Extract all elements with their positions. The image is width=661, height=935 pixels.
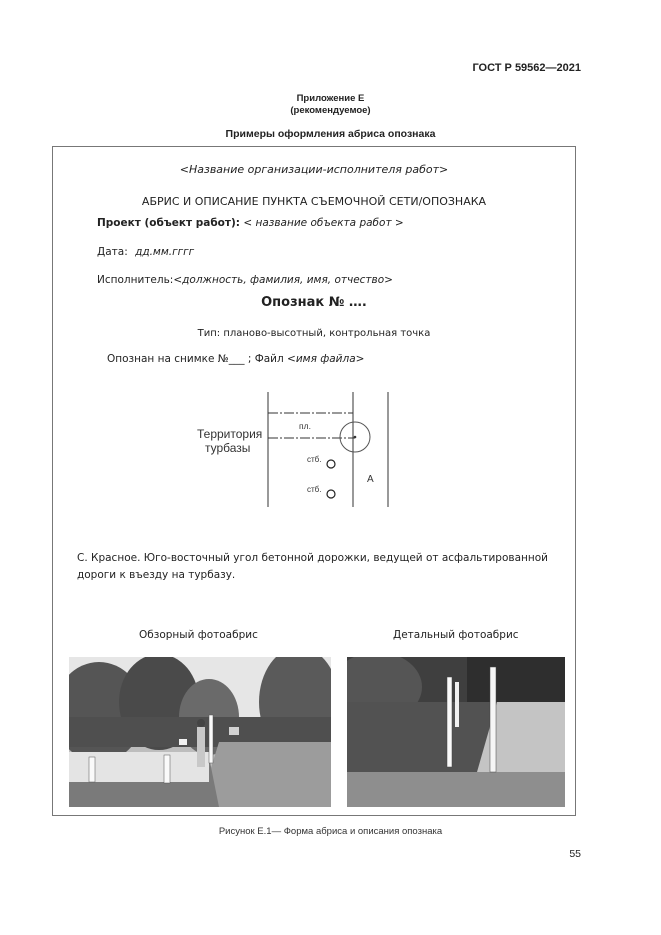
photo-id-label: Опознан на снимке №___ — [107, 353, 245, 365]
detail-photo-label: Детальный фотоабрис — [393, 629, 519, 641]
executor-label: Исполнитель: — [97, 274, 174, 286]
photo-file-value: <имя файла> — [287, 353, 365, 365]
date-value: дд.мм.гггг — [135, 246, 195, 258]
project-line — [97, 217, 404, 229]
point-description: С. Красное. Юго-восточный угол бетонной дорожки, ведущей от асфальтированной дороги к въезду на турбазу. — [77, 552, 548, 581]
label-stb-1: стб. — [307, 455, 322, 464]
post-circle-2 — [327, 490, 335, 498]
territory-label-1: Территория — [197, 427, 263, 441]
organization-name: <Название организации-исполнителя работ> — [179, 163, 449, 176]
form-heading: АБРИС И ОПИСАНИЕ ПУНКТА СЪЕМОЧНОЙ СЕТИ/ОПОЗНАКА — [141, 195, 487, 208]
label-road: А — [367, 474, 374, 485]
standard-number: ГОСТ Р 59562—2021 — [472, 62, 581, 74]
control-point-center — [354, 436, 357, 439]
label-stb-2: стб. — [307, 485, 322, 494]
label-pl: пл. — [299, 421, 311, 431]
page-number: 55 — [569, 848, 581, 860]
appendix-subtitle: (рекомендуемое) — [290, 105, 371, 116]
territory-label-2: турбазы — [205, 441, 251, 455]
project-value: < название объекта работ > — [243, 217, 404, 229]
date-line — [97, 246, 194, 258]
abris-sketch — [183, 382, 403, 522]
photo-file-label: ; Файл — [244, 353, 288, 365]
executor-value: <должность, фамилия, имя, отчество> — [173, 274, 393, 286]
detail-photo — [347, 657, 565, 807]
executor-line — [97, 274, 393, 286]
photo-id-line — [107, 353, 364, 365]
mark-type: Тип: планово-высотный, контрольная точка — [197, 328, 431, 339]
figure-caption: Рисунок Е.1— Форма абриса и описания опознака — [218, 826, 443, 837]
mark-title: Опознак № …. — [261, 295, 367, 310]
figure-title: Примеры оформления абриса опознака — [225, 128, 436, 140]
overview-photo — [69, 657, 331, 807]
abris-form — [52, 146, 576, 816]
project-label: Проект (объект работ): — [97, 217, 240, 229]
date-label: Дата: — [97, 246, 128, 258]
appendix-title: Приложение Е — [296, 93, 365, 104]
overview-photo-label: Обзорный фотоабрис — [139, 629, 258, 641]
post-circle-1 — [327, 460, 335, 468]
